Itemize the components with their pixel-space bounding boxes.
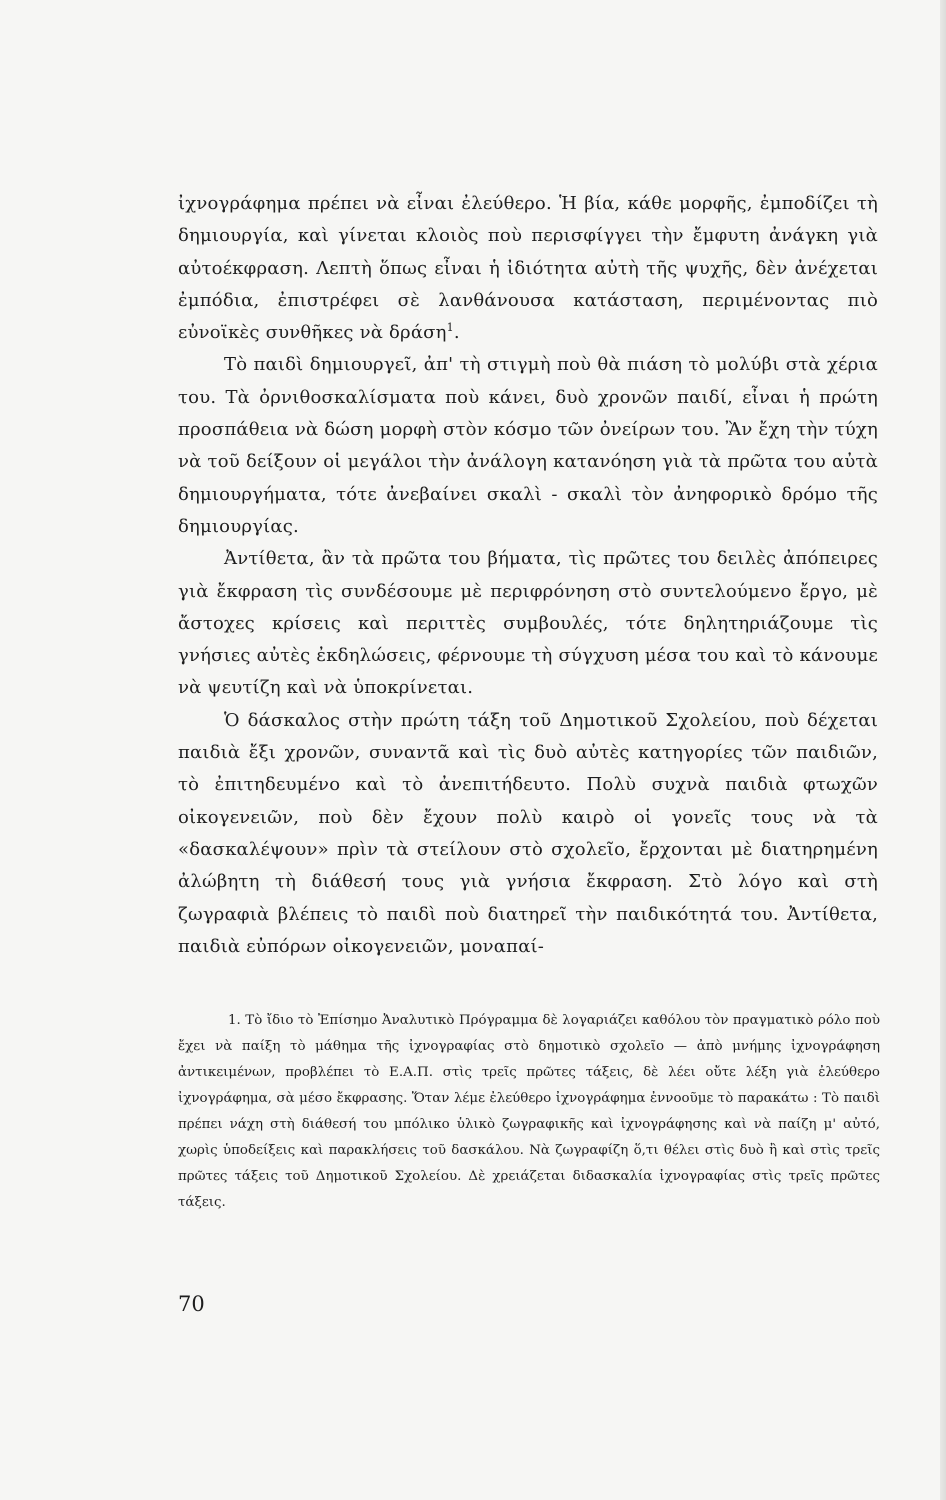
paragraph-1-text: ἰχνογράφημα πρέπει νὰ εἶναι ἐλεύθερο. Ἡ βία, κάθε μορφῆς, ἐμποδίζει τὴ δημιουργία, καὶ γίνεται κλοιὸς ποὺ περισφίγγει τὴν ἔμφυτη ἀνάγκη γιὰ αὐτοέκφραση. Λεπτὴ ὅπως εἶναι ἡ ἰδιότητα αὐτὴ τῆς ψυχῆς, δὲν ἀνέχεται ἐμπόδια, ἐπιστρέφει σὲ λανθάνουσα κατάσταση, περιμένοντας πιὸ εὐνοϊκὲς συνθῆκες νὰ δράση (178, 193, 878, 344)
footnote-reference: 1 (446, 321, 454, 335)
page-number: 70 (178, 1292, 205, 1316)
page-edge (940, 0, 946, 1500)
paragraph-1-period: . (453, 322, 460, 344)
paragraph-3: Ἀντίθετα, ἂν τὰ πρῶτα του βήματα, τὶς πρῶτες του δειλὲς ἀπόπειρες γιὰ ἔκφραση τὶς συνδέσουμε μὲ περιφρόνηση στὸ συντελούμενο ἔργο, μὲ ἄστοχες κρίσεις καὶ περιττὲς συμβουλές, τότε δηλητηριάζουμε τὶς γνήσιες αὐτὲς ἐκδηλώσεις, φέρνουμε τὴ σύγχυση μέσα του καὶ τὸ κάνουμε νὰ ψευτίζη καὶ νὰ ὑποκρίνεται. (178, 548, 878, 699)
paragraph-4: Ὁ δάσκαλος στὴν πρώτη τάξη τοῦ Δημοτικοῦ Σχολείου, ποὺ δέχεται παιδιὰ ἔξι χρονῶν, συναντᾶ καὶ τὶς δυὸ αὐτὲς κατηγορίες τῶν παιδιῶν, τὸ ἐπιτηδευμένο καὶ τὸ ἀνεπιτήδευτο. Πολὺ συχνὰ παιδιὰ φτωχῶν οἰκογενειῶν, ποὺ δὲν ἔχουν πολὺ καιρὸ οἱ γονεῖς τους νὰ τὰ «δασκαλέψουν» πρὶν τὰ στείλουν στὸ σχολεῖο, ἔρχονται μὲ διατηρημένη ἀλώβητη τὴ διάθεσή τους γιὰ γνήσια ἔκφραση. Στὸ λόγο καὶ στὴ ζωγραφιὰ βλέπεις τὸ παιδὶ ποὺ διατηρεῖ τὴν παιδικότητά του. Ἀντίθετα, παιδιὰ εὐπόρων οἰκογενειῶν, μοναπαί- (178, 709, 878, 957)
main-text (178, 188, 878, 963)
paragraph-1 (178, 188, 878, 349)
footnote: 1. Τὸ ἴδιο τὸ Ἐπίσημο Ἀναλυτικὸ Πρόγραμμα δὲ λογαριάζει καθόλου τὸν πραγματικὸ ρόλο ποὺ ἔχει νὰ παίξη τὸ μάθημα τῆς ἰχνογραφίας στὸ δημοτικὸ σχολεῖο — ἀπὸ μνήμης ἰχνογράφηση ἀντικειμένων, προβλέπει τὸ Ε.Α.Π. στὶς τρεῖς πρῶτες τάξεις, δὲ λέει οὔτε λέξη γιὰ ἐλεύθερο ἰχνογράφημα, σὰ μέσο ἔκφρασης. Ὅταν λέμε ἐλεύθερο ἰχνογράφημα ἐννοοῦμε τὸ παρακάτω : Τὸ παιδὶ πρέπει νάχη στὴ διάθεσή του μπόλικο ὑλικὸ ζωγραφικῆς καὶ ἰχνογράφησης καὶ νὰ παίζη μ' αὐτό, χωρὶς ὑποδείξεις καὶ παρακλήσεις τοῦ δασκάλου. Νὰ ζωγραφίζη ὅ,τι θέλει στὶς δυὸ ἢ καὶ στὶς τρεῖς πρῶτες τάξεις τοῦ Δημοτικοῦ Σχολείου. Δὲ χρειάζεται διδασκαλία ἰχνογραφίας στὶς τρεῖς πρῶτες τάξεις. (178, 1013, 880, 1210)
paragraph-2: Τὸ παιδὶ δημιουργεῖ, ἀπ' τὴ στιγμὴ ποὺ θὰ πιάση τὸ μολύβι στὰ χέρια του. Τὰ ὀρνιθοσκαλίσματα ποὺ κάνει, δυὸ χρονῶν παιδί, εἶναι ἡ πρώτη προσπάθεια νὰ δώση μορφὴ στὸν κόσμο τῶν ὀνείρων του. Ἂν ἔχη τὴν τύχη νὰ τοῦ δείξουν οἱ μεγάλοι τὴν ἀνάλογη κατανόηση γιὰ τὰ πρῶτα του αὐτὰ δημιουργήματα, τότε ἀνεβαίνει σκαλὶ - σκαλὶ τὸν ἀνηφορικὸ δρόμο τῆς δημιουργίας. (178, 354, 878, 537)
